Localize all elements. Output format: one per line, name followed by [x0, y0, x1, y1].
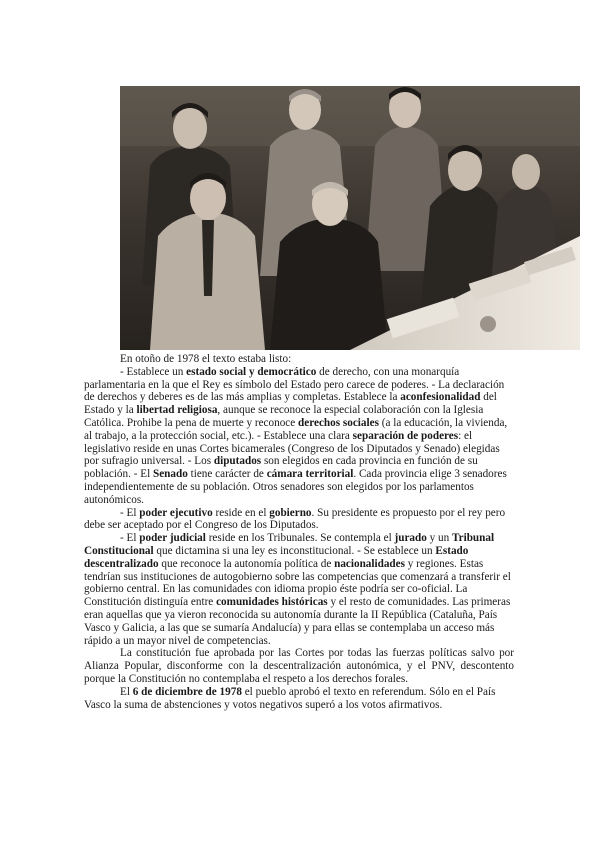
paragraph-executive: - El poder ejecutivo reside en el gobierno. Su presidente es propuesto por el rey pero debe ser aceptado por el Congreso de los Diputados. — [84, 506, 506, 532]
paragraph-approval: La constitución fue aprobada por las Cortes por todas las fuerzas políticas salvo por Alianza Popular, disconforme con la descentralización autonómica, y el PNV, descontento porque la Constitución no contemplaba el respeto a los derechos forales. — [84, 647, 514, 685]
intro-line: En otoño de 1978 el texto estaba listo: — [120, 353, 292, 365]
paragraph-judicial: - El poder judicial reside en los Tribunales. Se contempla el jurado y un Tribunal Constitucional que dictamina si una ley es inconstitucional. - Se establece un Estado descentralizado que reconoce la autonomía política de nacionalidades y regiones. Estas tendrían sus instituciones de autogobierno sobre las competencias que comenzará a transferir el gobierno central. En las comunidades con idioma propio éste podría ser co-oficial. La Constitución distinguía entre comunidades históricas y el resto de comunidades. Las primeras eran aquellas que ya vieron reconocida su autonomía durante la II República (Cataluña, País Vasco y Galicia, a las que se sumaría Andalucía) y para ellas se contemplaba un acceso más rápido a un mayor nivel de competencias. — [84, 532, 511, 647]
historical-photo — [120, 86, 580, 350]
article-body — [84, 353, 514, 711]
photo-icon — [120, 86, 580, 350]
paragraph-referendum: El 6 de diciembre de 1978 el pueblo aprobó el texto en referendum. Sólo en el País Vasco la suma de abstenciones y votos negativos superó a los votos afirmativos. — [84, 685, 496, 711]
paragraph-rights: - Establece un estado social y democrático de derecho, con una monarquía parlamentaria en la que el Rey es símbolo del Estado pero carece de poderes. - La declaración de derechos y deberes es de las más amplias y completas. Establece la aconfesionalidad del Estado y la libertad religiosa, aunque se reconoce la especial colaboración con la Iglesia Católica. Prohibe la pena de muerte y reconoce derechos sociales (a la educación, la vivienda, al trabajo, a la protección social, etc.). - Establece una clara separación de poderes: el legislativo reside en unas Cortes bicamerales (Congreso de los Diputados y Senado) elegidas por sufragio universal. - Los diputados son elegidos en cada provincia en función de su población. - El Senado tiene carácter de cámara territorial. Cada provincia elige 3 senadores independientemente de su población. Otros senadores son elegidos por los parlamentos autonómicos. — [84, 365, 508, 506]
